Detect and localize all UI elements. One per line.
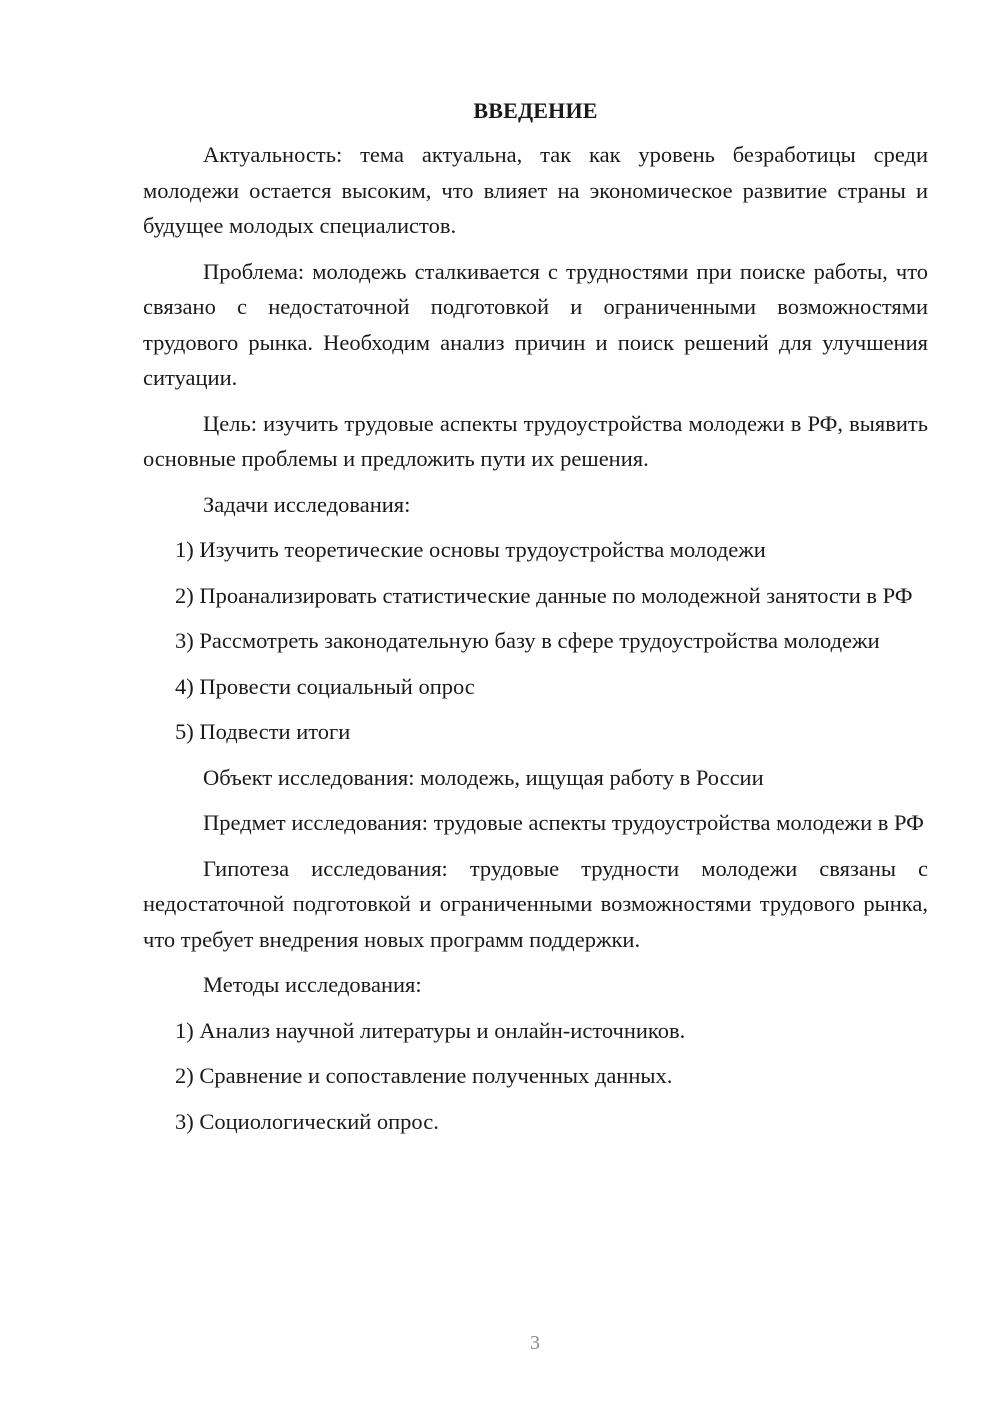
task-item-4: 4) Провести социальный опрос	[175, 673, 475, 699]
paragraph-object: Объект исследования: молодежь, ищущая работу в России	[203, 764, 764, 790]
paragraph-methods-heading: Методы исследования:	[203, 972, 422, 997]
paragraph-relevance: Актуальность: тема актуальна, так как уровень безработицы среди молодежи остается высоким, что влияет на экономическое развитие страны и будущее молодых специалистов.	[143, 142, 928, 238]
paragraph-problem: Проблема: молодежь сталкивается с трудностями при поиске работы, что связано с недостаточной подготовкой и ограниченными возможностями трудового рынка. Необходим анализ причин и поиск решений для улучшения ситуации.	[143, 258, 928, 390]
page-content	[143, 94, 928, 1149]
task-item-1: 1) Изучить теоретические основы трудоустройства молодежи	[175, 537, 766, 562]
method-item-3: 3) Социологический опрос.	[175, 1108, 439, 1134]
section-title: ВВЕДЕНИЕ	[473, 98, 598, 123]
method-item-1: 1) Анализ научной литературы и онлайн-источников.	[175, 1017, 686, 1043]
task-item-3: 3) Рассмотреть законодательную базу в сфере трудоустройства молодежи	[175, 628, 880, 653]
task-item-2: 2) Проанализировать статистические данные по молодежной занятости в РФ	[175, 582, 913, 608]
paragraph-subject: Предмет исследования: трудовые аспекты трудоустройства молодежи в РФ	[203, 810, 924, 835]
method-item-2: 2) Сравнение и сопоставление полученных данных.	[175, 1063, 673, 1088]
paragraph-goal: Цель: изучить трудовые аспекты трудоустройства молодежи в РФ, выявить основные проблемы и предложить пути их решения.	[143, 410, 928, 471]
paragraph-tasks-heading: Задачи исследования:	[203, 491, 411, 517]
task-item-5: 5) Подвести итоги	[175, 719, 351, 744]
paragraph-hypothesis: Гипотеза исследования: трудовые трудности молодежи связаны с недостаточной подготовкой и ограниченными возможностями трудового рынка, что требует внедрения новых программ поддержки.	[143, 855, 928, 952]
page-number: 3	[530, 1332, 540, 1354]
